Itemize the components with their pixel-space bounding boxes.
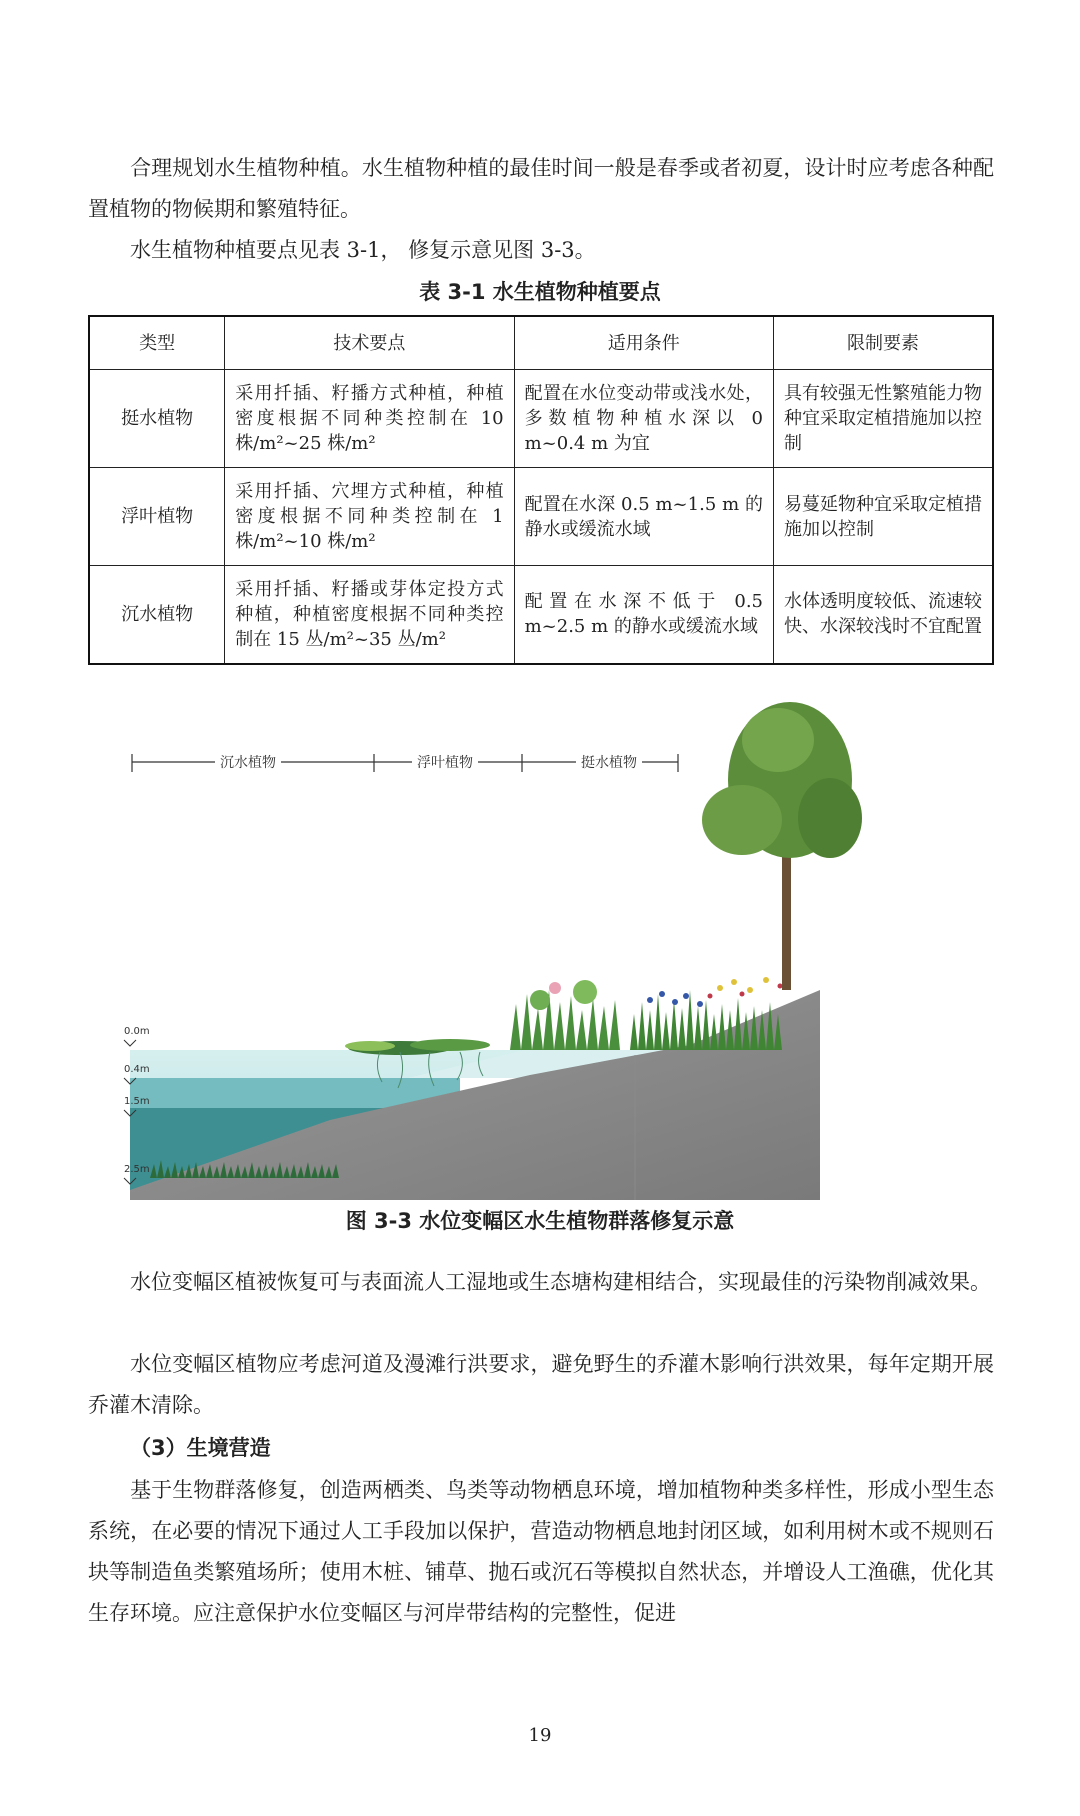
cell-limits: 具有较强无性繁殖能力物种宜采取定植措施加以控制 xyxy=(774,370,993,468)
cell-technique: 采用扦插、穴埋方式种植，种植密度根据不同种类控制在 1 株/m²~10 株/m² xyxy=(225,468,514,566)
cell-type: 浮叶植物 xyxy=(89,468,225,566)
tree-illustration xyxy=(702,702,862,990)
cell-limits: 水体透明度较低、流速较快、水深较浅时不宜配置 xyxy=(774,566,993,664)
intro-paragraph: 合理规划水生植物种植。水生植物种植的最佳时间一般是春季或者初夏，设计时应考虑各种配置植物的物候期和繁殖特征。 xyxy=(88,156,994,221)
header-type: 类型 xyxy=(89,316,225,370)
header-technique: 技术要点 xyxy=(225,316,514,370)
cell-conditions: 配置在水深 0.5 m~1.5 m 的静水或缓流水域 xyxy=(514,468,773,566)
cell-conditions: 配置在水深不低于 0.5 m~2.5 m 的静水或缓流水域 xyxy=(514,566,773,664)
depth-label: 0.0m xyxy=(124,1026,150,1037)
depth-label: 0.4m xyxy=(124,1064,150,1075)
paragraph-wetland: 水位变幅区植被恢复可与表面流人工湿地或生态塘构建相结合，实现最佳的污染物削减效果。 xyxy=(130,1270,991,1294)
table-row xyxy=(89,468,993,566)
cell-conditions: 配置在水位变动带或浅水处，多数植物种植水深以 0 m~0.4 m 为宜 xyxy=(514,370,773,468)
page-number: 19 xyxy=(528,1725,552,1746)
header-limits: 限制要素 xyxy=(774,316,993,370)
planting-table xyxy=(88,315,994,665)
cell-type: 挺水植物 xyxy=(89,370,225,468)
paragraph-habitat: 基于生物群落修复，创造两栖类、鸟类等动物栖息环境，增加植物种类多样性，形成小型生态系统，在必要的情况下通过人工手段加以保护，营造动物栖息地封闭区域，如利用树木或不规则石块等制造鱼类繁殖场所；使用木桩、铺草、抛石或沉石等模拟自然状态，并增设人工渔礁，优化其生存环境。应注意保护水位变幅区与河岸带结构的完整性，促进 xyxy=(88,1478,994,1625)
zone-label-emergent: 挺水植物 xyxy=(581,755,637,771)
cell-limits: 易蔓延物种宜采取定植措施加以控制 xyxy=(774,468,993,566)
header-conditions: 适用条件 xyxy=(514,316,773,370)
zone-label-submerged: 沉水植物 xyxy=(220,755,276,771)
table-row xyxy=(89,370,993,468)
section-heading: （3）生境营造 xyxy=(130,1436,271,1460)
table-reference-paragraph: 水生植物种植要点见表 3-1， 修复示意见图 3-3。 xyxy=(130,238,596,262)
paragraph-flood: 水位变幅区植物应考虑河道及漫滩行洪要求，避免野生的乔灌木影响行洪效果，每年定期开展乔灌木清除。 xyxy=(88,1352,994,1417)
table-caption: 表 3-1 水生植物种植要点 xyxy=(419,280,661,304)
cell-technique: 采用扦插、籽播或芽体定投方式种植，种植密度根据不同种类控制在 15 丛/m²~35 丛/m² xyxy=(225,566,514,664)
zone-label-floating: 浮叶植物 xyxy=(417,755,473,771)
depth-label: 2.5m xyxy=(124,1164,150,1175)
cell-technique: 采用扦插、籽播方式种植，种植密度根据不同种类控制在 10 株/m²~25 株/m² xyxy=(225,370,514,468)
table-header-row xyxy=(89,316,993,370)
depth-label: 1.5m xyxy=(124,1096,150,1107)
figure-caption: 图 3-3 水位变幅区水生植物群落修复示意 xyxy=(345,1209,735,1233)
cell-type: 沉水植物 xyxy=(89,566,225,664)
restoration-diagram xyxy=(124,700,950,1200)
table-row xyxy=(89,566,993,664)
